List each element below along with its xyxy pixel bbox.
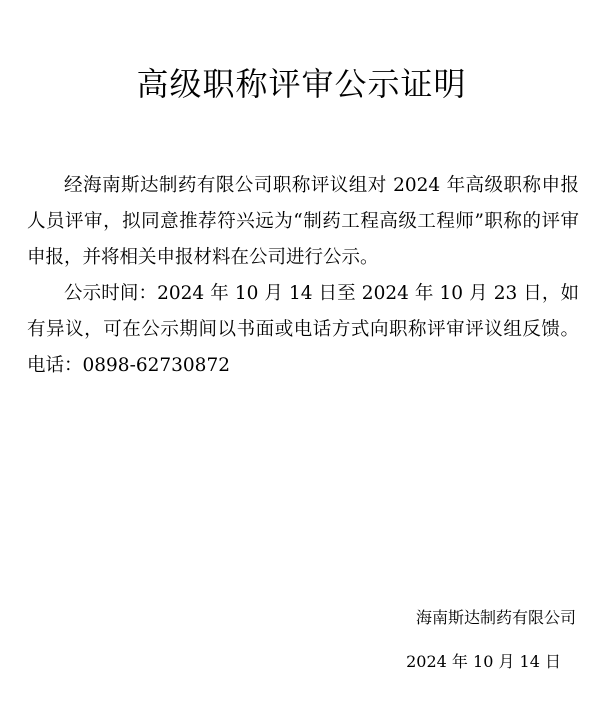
document-body <box>27 168 579 384</box>
signature-date: 2024 年 10 月 14 日 <box>406 652 561 671</box>
document-title: 高级职称评审公示证明 <box>136 65 467 103</box>
signature-company: 海南斯达制药有限公司 <box>415 608 576 627</box>
paragraph-evaluation: 经海南斯达制药有限公司职称评议组对 2024 年高级职称申报人员评审，拟同意推荐符兴远为“制药工程高级工程师”职称的评审申报，并将相关申报材料在公司进行公示。 <box>27 175 579 268</box>
paragraph-notice-period: 公示时间：2024 年 10 月 14 日至 2024 年 10 月 23 日，如有异议，可在公示期间以书面或电话方式向职称评审评议组反馈。电话：0898-62730872 <box>27 283 579 376</box>
